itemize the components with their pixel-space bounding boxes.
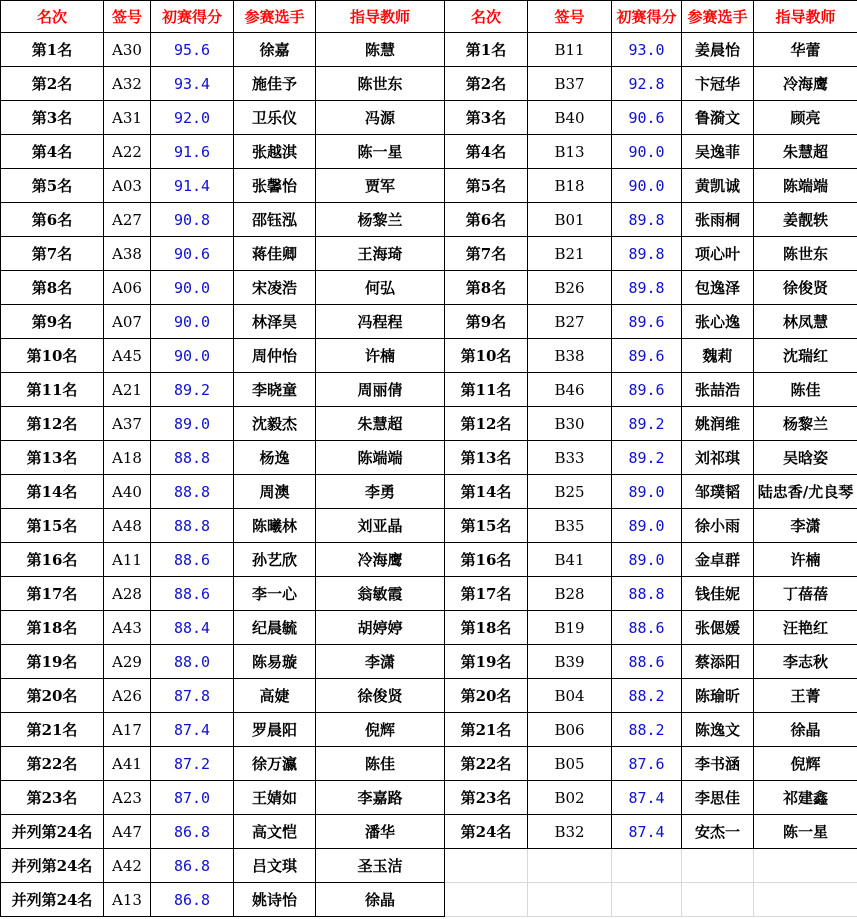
a-rank-cell: 第4名 bbox=[1, 135, 104, 169]
b-teacher-cell: 汪艳红 bbox=[754, 611, 857, 645]
a-teacher-cell: 圣玉洁 bbox=[316, 849, 445, 883]
a-rank-cell: 第18名 bbox=[1, 611, 104, 645]
b-rank-cell: 第7名 bbox=[445, 237, 528, 271]
b-player-cell: 黄凯诚 bbox=[682, 169, 754, 203]
b-code-cell: B01 bbox=[528, 203, 612, 237]
a-player-cell: 王婧如 bbox=[234, 781, 316, 815]
table-row bbox=[1, 611, 857, 645]
a-score-cell: 89.2 bbox=[151, 373, 234, 407]
b-player-cell: 陈逸文 bbox=[682, 713, 754, 747]
b-teacher-cell: 徐晶 bbox=[754, 713, 857, 747]
table-row bbox=[1, 441, 857, 475]
b-rank-cell: 第21名 bbox=[445, 713, 528, 747]
b-code-cell: B18 bbox=[528, 169, 612, 203]
header-rank-b: 名次 bbox=[445, 1, 528, 33]
a-teacher-cell: 贾军 bbox=[316, 169, 445, 203]
a-score-cell: 87.8 bbox=[151, 679, 234, 713]
b-player-cell: 鲁漪文 bbox=[682, 101, 754, 135]
a-score-cell: 86.8 bbox=[151, 849, 234, 883]
a-code-cell: A31 bbox=[104, 101, 151, 135]
a-code-cell: A27 bbox=[104, 203, 151, 237]
a-code-cell: A07 bbox=[104, 305, 151, 339]
b-score-cell: 89.6 bbox=[612, 305, 682, 339]
b-code-cell: B40 bbox=[528, 101, 612, 135]
b-teacher-cell: 沈瑞红 bbox=[754, 339, 857, 373]
a-rank-cell: 第7名 bbox=[1, 237, 104, 271]
b-rank-cell: 第15名 bbox=[445, 509, 528, 543]
table-row bbox=[1, 67, 857, 101]
a-code-cell: A38 bbox=[104, 237, 151, 271]
a-code-cell: A41 bbox=[104, 747, 151, 781]
a-teacher-cell: 刘亚晶 bbox=[316, 509, 445, 543]
a-rank-cell: 第14名 bbox=[1, 475, 104, 509]
b-code-cell: B32 bbox=[528, 815, 612, 849]
a-score-cell: 86.8 bbox=[151, 815, 234, 849]
a-rank-cell: 第17名 bbox=[1, 577, 104, 611]
a-player-cell: 宋凌浩 bbox=[234, 271, 316, 305]
a-rank-cell: 第8名 bbox=[1, 271, 104, 305]
a-code-cell: A30 bbox=[104, 33, 151, 67]
b-score-cell: 88.2 bbox=[612, 679, 682, 713]
b-teacher-cell: 李潇 bbox=[754, 509, 857, 543]
a-code-cell: A26 bbox=[104, 679, 151, 713]
header-score-b: 初赛得分 bbox=[612, 1, 682, 33]
b-code-cell: B33 bbox=[528, 441, 612, 475]
a-score-cell: 95.6 bbox=[151, 33, 234, 67]
b-player-cell: 钱佳妮 bbox=[682, 577, 754, 611]
b-teacher-cell: 陈佳 bbox=[754, 373, 857, 407]
a-code-cell: A23 bbox=[104, 781, 151, 815]
a-rank-cell: 第5名 bbox=[1, 169, 104, 203]
a-teacher-cell: 冯源 bbox=[316, 101, 445, 135]
b-rank-cell: 第12名 bbox=[445, 407, 528, 441]
a-rank-cell: 第23名 bbox=[1, 781, 104, 815]
a-rank-cell: 第2名 bbox=[1, 67, 104, 101]
a-code-cell: A42 bbox=[104, 849, 151, 883]
a-teacher-cell: 李嘉路 bbox=[316, 781, 445, 815]
b-score-cell: 89.6 bbox=[612, 373, 682, 407]
a-rank-cell: 第22名 bbox=[1, 747, 104, 781]
b-score-cell: 89.2 bbox=[612, 407, 682, 441]
empty-cell bbox=[445, 883, 528, 917]
a-player-cell: 高婕 bbox=[234, 679, 316, 713]
b-teacher-cell: 华蕾 bbox=[754, 33, 857, 67]
header-score-a: 初赛得分 bbox=[151, 1, 234, 33]
a-score-cell: 90.0 bbox=[151, 271, 234, 305]
b-teacher-cell: 朱慧超 bbox=[754, 135, 857, 169]
a-player-cell: 徐万瀛 bbox=[234, 747, 316, 781]
a-code-cell: A43 bbox=[104, 611, 151, 645]
b-score-cell: 88.2 bbox=[612, 713, 682, 747]
a-code-cell: A40 bbox=[104, 475, 151, 509]
b-rank-cell: 第6名 bbox=[445, 203, 528, 237]
b-teacher-cell: 姜靓轶 bbox=[754, 203, 857, 237]
a-rank-cell: 第1名 bbox=[1, 33, 104, 67]
b-score-cell: 89.0 bbox=[612, 543, 682, 577]
a-player-cell: 周仲怡 bbox=[234, 339, 316, 373]
a-score-cell: 88.6 bbox=[151, 543, 234, 577]
a-teacher-cell: 许楠 bbox=[316, 339, 445, 373]
a-teacher-cell: 陈一星 bbox=[316, 135, 445, 169]
a-rank-cell: 第12名 bbox=[1, 407, 104, 441]
table-row bbox=[1, 815, 857, 849]
a-score-cell: 86.8 bbox=[151, 883, 234, 917]
table-row bbox=[1, 271, 857, 305]
b-rank-cell: 第14名 bbox=[445, 475, 528, 509]
b-teacher-cell: 倪辉 bbox=[754, 747, 857, 781]
a-teacher-cell: 陈慧 bbox=[316, 33, 445, 67]
a-player-cell: 李一心 bbox=[234, 577, 316, 611]
b-score-cell: 92.8 bbox=[612, 67, 682, 101]
a-player-cell: 杨逸 bbox=[234, 441, 316, 475]
b-code-cell: B39 bbox=[528, 645, 612, 679]
a-teacher-cell: 王海琦 bbox=[316, 237, 445, 271]
empty-cell bbox=[528, 883, 612, 917]
a-player-cell: 邵钰泓 bbox=[234, 203, 316, 237]
table-row bbox=[1, 883, 857, 917]
a-score-cell: 87.4 bbox=[151, 713, 234, 747]
b-code-cell: B19 bbox=[528, 611, 612, 645]
a-score-cell: 87.2 bbox=[151, 747, 234, 781]
b-code-cell: B02 bbox=[528, 781, 612, 815]
a-score-cell: 88.4 bbox=[151, 611, 234, 645]
b-player-cell: 张雨桐 bbox=[682, 203, 754, 237]
b-score-cell: 87.6 bbox=[612, 747, 682, 781]
a-score-cell: 90.0 bbox=[151, 339, 234, 373]
a-code-cell: A45 bbox=[104, 339, 151, 373]
a-player-cell: 蒋佳卿 bbox=[234, 237, 316, 271]
header-code-a: 签号 bbox=[104, 1, 151, 33]
a-teacher-cell: 胡婷婷 bbox=[316, 611, 445, 645]
b-code-cell: B11 bbox=[528, 33, 612, 67]
table-row bbox=[1, 713, 857, 747]
b-code-cell: B46 bbox=[528, 373, 612, 407]
a-teacher-cell: 陈世东 bbox=[316, 67, 445, 101]
a-score-cell: 91.4 bbox=[151, 169, 234, 203]
table-row bbox=[1, 543, 857, 577]
empty-cell bbox=[682, 883, 754, 917]
a-rank-cell: 第20名 bbox=[1, 679, 104, 713]
a-player-cell: 罗晨阳 bbox=[234, 713, 316, 747]
a-rank-cell: 第16名 bbox=[1, 543, 104, 577]
a-player-cell: 施佳予 bbox=[234, 67, 316, 101]
b-teacher-cell: 林凤慧 bbox=[754, 305, 857, 339]
a-rank-cell: 并列第24名 bbox=[1, 883, 104, 917]
empty-cell bbox=[754, 883, 857, 917]
table-row bbox=[1, 475, 857, 509]
a-teacher-cell: 翁敏霞 bbox=[316, 577, 445, 611]
a-player-cell: 陈易璇 bbox=[234, 645, 316, 679]
a-score-cell: 88.8 bbox=[151, 441, 234, 475]
b-score-cell: 90.6 bbox=[612, 101, 682, 135]
table-row bbox=[1, 407, 857, 441]
header-rank-a: 名次 bbox=[1, 1, 104, 33]
a-teacher-cell: 何弘 bbox=[316, 271, 445, 305]
b-code-cell: B06 bbox=[528, 713, 612, 747]
b-teacher-cell: 陆忠香/尤良琴 bbox=[754, 475, 857, 509]
b-player-cell: 李书涵 bbox=[682, 747, 754, 781]
a-score-cell: 88.6 bbox=[151, 577, 234, 611]
a-teacher-cell: 朱慧超 bbox=[316, 407, 445, 441]
table-row bbox=[1, 645, 857, 679]
header-row bbox=[1, 1, 857, 33]
b-player-cell: 李思佳 bbox=[682, 781, 754, 815]
a-player-cell: 徐嘉 bbox=[234, 33, 316, 67]
a-teacher-cell: 李潇 bbox=[316, 645, 445, 679]
a-rank-cell: 并列第24名 bbox=[1, 815, 104, 849]
b-player-cell: 魏莉 bbox=[682, 339, 754, 373]
b-code-cell: B37 bbox=[528, 67, 612, 101]
a-score-cell: 87.0 bbox=[151, 781, 234, 815]
b-player-cell: 徐小雨 bbox=[682, 509, 754, 543]
a-player-cell: 陈曦林 bbox=[234, 509, 316, 543]
a-code-cell: A29 bbox=[104, 645, 151, 679]
a-player-cell: 卫乐仪 bbox=[234, 101, 316, 135]
b-player-cell: 安杰一 bbox=[682, 815, 754, 849]
table-row bbox=[1, 135, 857, 169]
a-rank-cell: 第15名 bbox=[1, 509, 104, 543]
b-rank-cell: 第22名 bbox=[445, 747, 528, 781]
a-player-cell: 吕文琪 bbox=[234, 849, 316, 883]
b-rank-cell: 第3名 bbox=[445, 101, 528, 135]
a-player-cell: 周澳 bbox=[234, 475, 316, 509]
header-teacher-a: 指导教师 bbox=[316, 1, 445, 33]
a-teacher-cell: 倪辉 bbox=[316, 713, 445, 747]
a-code-cell: A28 bbox=[104, 577, 151, 611]
a-rank-cell: 第13名 bbox=[1, 441, 104, 475]
b-teacher-cell: 吴晗姿 bbox=[754, 441, 857, 475]
a-code-cell: A47 bbox=[104, 815, 151, 849]
b-player-cell: 姚润维 bbox=[682, 407, 754, 441]
a-rank-cell: 第11名 bbox=[1, 373, 104, 407]
a-score-cell: 90.8 bbox=[151, 203, 234, 237]
a-score-cell: 90.6 bbox=[151, 237, 234, 271]
a-code-cell: A32 bbox=[104, 67, 151, 101]
a-code-cell: A37 bbox=[104, 407, 151, 441]
table-row bbox=[1, 33, 857, 67]
a-code-cell: A11 bbox=[104, 543, 151, 577]
header-player-a: 参赛选手 bbox=[234, 1, 316, 33]
b-teacher-cell: 徐俊贤 bbox=[754, 271, 857, 305]
empty-cell bbox=[682, 849, 754, 883]
b-score-cell: 87.4 bbox=[612, 815, 682, 849]
b-player-cell: 张心逸 bbox=[682, 305, 754, 339]
b-code-cell: B41 bbox=[528, 543, 612, 577]
b-player-cell: 姜晨怡 bbox=[682, 33, 754, 67]
table-row bbox=[1, 237, 857, 271]
b-rank-cell: 第4名 bbox=[445, 135, 528, 169]
a-player-cell: 李晓童 bbox=[234, 373, 316, 407]
b-teacher-cell: 顾亮 bbox=[754, 101, 857, 135]
b-score-cell: 90.0 bbox=[612, 135, 682, 169]
b-score-cell: 89.8 bbox=[612, 203, 682, 237]
b-code-cell: B13 bbox=[528, 135, 612, 169]
b-score-cell: 89.0 bbox=[612, 509, 682, 543]
a-teacher-cell: 冯程程 bbox=[316, 305, 445, 339]
table-row bbox=[1, 747, 857, 781]
b-rank-cell: 第18名 bbox=[445, 611, 528, 645]
b-score-cell: 89.0 bbox=[612, 475, 682, 509]
b-player-cell: 项心叶 bbox=[682, 237, 754, 271]
empty-cell bbox=[754, 849, 857, 883]
b-code-cell: B27 bbox=[528, 305, 612, 339]
table-row bbox=[1, 169, 857, 203]
a-rank-cell: 第19名 bbox=[1, 645, 104, 679]
b-rank-cell: 第11名 bbox=[445, 373, 528, 407]
a-teacher-cell: 杨黎兰 bbox=[316, 203, 445, 237]
header-teacher-b: 指导教师 bbox=[754, 1, 857, 33]
table-row bbox=[1, 203, 857, 237]
b-score-cell: 87.4 bbox=[612, 781, 682, 815]
a-player-cell: 沈毅杰 bbox=[234, 407, 316, 441]
b-teacher-cell: 许楠 bbox=[754, 543, 857, 577]
a-player-cell: 高文恺 bbox=[234, 815, 316, 849]
table-row bbox=[1, 101, 857, 135]
b-code-cell: B05 bbox=[528, 747, 612, 781]
empty-cell bbox=[528, 849, 612, 883]
b-player-cell: 卞冠华 bbox=[682, 67, 754, 101]
b-teacher-cell: 冷海鹰 bbox=[754, 67, 857, 101]
b-rank-cell: 第17名 bbox=[445, 577, 528, 611]
b-score-cell: 89.2 bbox=[612, 441, 682, 475]
a-rank-cell: 第6名 bbox=[1, 203, 104, 237]
table-row bbox=[1, 577, 857, 611]
table-row bbox=[1, 305, 857, 339]
b-player-cell: 包逸泽 bbox=[682, 271, 754, 305]
a-player-cell: 张越淇 bbox=[234, 135, 316, 169]
b-score-cell: 88.6 bbox=[612, 645, 682, 679]
a-teacher-cell: 潘华 bbox=[316, 815, 445, 849]
b-player-cell: 金卓群 bbox=[682, 543, 754, 577]
b-code-cell: B35 bbox=[528, 509, 612, 543]
a-code-cell: A22 bbox=[104, 135, 151, 169]
empty-cell bbox=[612, 883, 682, 917]
a-player-cell: 张馨怡 bbox=[234, 169, 316, 203]
b-teacher-cell: 丁蓓蓓 bbox=[754, 577, 857, 611]
b-rank-cell: 第2名 bbox=[445, 67, 528, 101]
b-rank-cell: 第13名 bbox=[445, 441, 528, 475]
a-teacher-cell: 冷海鹰 bbox=[316, 543, 445, 577]
a-player-cell: 姚诗怡 bbox=[234, 883, 316, 917]
b-code-cell: B28 bbox=[528, 577, 612, 611]
b-rank-cell: 第24名 bbox=[445, 815, 528, 849]
b-code-cell: B26 bbox=[528, 271, 612, 305]
b-code-cell: B30 bbox=[528, 407, 612, 441]
b-code-cell: B25 bbox=[528, 475, 612, 509]
a-code-cell: A17 bbox=[104, 713, 151, 747]
b-rank-cell: 第1名 bbox=[445, 33, 528, 67]
b-rank-cell: 第16名 bbox=[445, 543, 528, 577]
b-score-cell: 89.8 bbox=[612, 237, 682, 271]
a-code-cell: A03 bbox=[104, 169, 151, 203]
a-code-cell: A18 bbox=[104, 441, 151, 475]
b-score-cell: 90.0 bbox=[612, 169, 682, 203]
a-rank-cell: 第21名 bbox=[1, 713, 104, 747]
b-teacher-cell: 陈端端 bbox=[754, 169, 857, 203]
b-code-cell: B21 bbox=[528, 237, 612, 271]
table-row bbox=[1, 339, 857, 373]
a-teacher-cell: 周丽倩 bbox=[316, 373, 445, 407]
table-row bbox=[1, 781, 857, 815]
b-teacher-cell: 李志秋 bbox=[754, 645, 857, 679]
b-teacher-cell: 陈一星 bbox=[754, 815, 857, 849]
a-score-cell: 88.0 bbox=[151, 645, 234, 679]
header-code-b: 签号 bbox=[528, 1, 612, 33]
a-rank-cell: 第3名 bbox=[1, 101, 104, 135]
a-teacher-cell: 徐晶 bbox=[316, 883, 445, 917]
b-score-cell: 88.8 bbox=[612, 577, 682, 611]
table-row bbox=[1, 373, 857, 407]
empty-cell bbox=[445, 849, 528, 883]
b-teacher-cell: 祁建鑫 bbox=[754, 781, 857, 815]
b-rank-cell: 第8名 bbox=[445, 271, 528, 305]
a-code-cell: A21 bbox=[104, 373, 151, 407]
a-teacher-cell: 陈佳 bbox=[316, 747, 445, 781]
table-body bbox=[1, 33, 857, 917]
a-rank-cell: 第10名 bbox=[1, 339, 104, 373]
a-score-cell: 93.4 bbox=[151, 67, 234, 101]
b-player-cell: 张喆浩 bbox=[682, 373, 754, 407]
a-code-cell: A13 bbox=[104, 883, 151, 917]
b-rank-cell: 第10名 bbox=[445, 339, 528, 373]
a-score-cell: 88.8 bbox=[151, 475, 234, 509]
b-score-cell: 89.8 bbox=[612, 271, 682, 305]
header-player-b: 参赛选手 bbox=[682, 1, 754, 33]
b-rank-cell: 第9名 bbox=[445, 305, 528, 339]
b-player-cell: 吴逸菲 bbox=[682, 135, 754, 169]
table-row bbox=[1, 849, 857, 883]
b-teacher-cell: 陈世东 bbox=[754, 237, 857, 271]
a-player-cell: 林泽昊 bbox=[234, 305, 316, 339]
a-score-cell: 92.0 bbox=[151, 101, 234, 135]
b-score-cell: 93.0 bbox=[612, 33, 682, 67]
a-score-cell: 91.6 bbox=[151, 135, 234, 169]
b-teacher-cell: 杨黎兰 bbox=[754, 407, 857, 441]
a-score-cell: 88.8 bbox=[151, 509, 234, 543]
b-score-cell: 89.6 bbox=[612, 339, 682, 373]
a-player-cell: 孙艺欣 bbox=[234, 543, 316, 577]
a-player-cell: 纪晨毓 bbox=[234, 611, 316, 645]
b-player-cell: 刘祁琪 bbox=[682, 441, 754, 475]
table-row bbox=[1, 679, 857, 713]
b-player-cell: 张偲媛 bbox=[682, 611, 754, 645]
empty-cell bbox=[612, 849, 682, 883]
a-teacher-cell: 陈端端 bbox=[316, 441, 445, 475]
a-score-cell: 89.0 bbox=[151, 407, 234, 441]
b-player-cell: 邹璞韬 bbox=[682, 475, 754, 509]
b-rank-cell: 第5名 bbox=[445, 169, 528, 203]
a-teacher-cell: 李勇 bbox=[316, 475, 445, 509]
a-teacher-cell: 徐俊贤 bbox=[316, 679, 445, 713]
b-code-cell: B04 bbox=[528, 679, 612, 713]
a-rank-cell: 并列第24名 bbox=[1, 849, 104, 883]
b-rank-cell: 第23名 bbox=[445, 781, 528, 815]
b-code-cell: B38 bbox=[528, 339, 612, 373]
b-rank-cell: 第19名 bbox=[445, 645, 528, 679]
a-code-cell: A06 bbox=[104, 271, 151, 305]
a-score-cell: 90.0 bbox=[151, 305, 234, 339]
a-rank-cell: 第9名 bbox=[1, 305, 104, 339]
b-teacher-cell: 王菁 bbox=[754, 679, 857, 713]
b-rank-cell: 第20名 bbox=[445, 679, 528, 713]
b-player-cell: 陈瑜昕 bbox=[682, 679, 754, 713]
a-code-cell: A48 bbox=[104, 509, 151, 543]
b-score-cell: 88.6 bbox=[612, 611, 682, 645]
table-row bbox=[1, 509, 857, 543]
b-player-cell: 蔡添阳 bbox=[682, 645, 754, 679]
